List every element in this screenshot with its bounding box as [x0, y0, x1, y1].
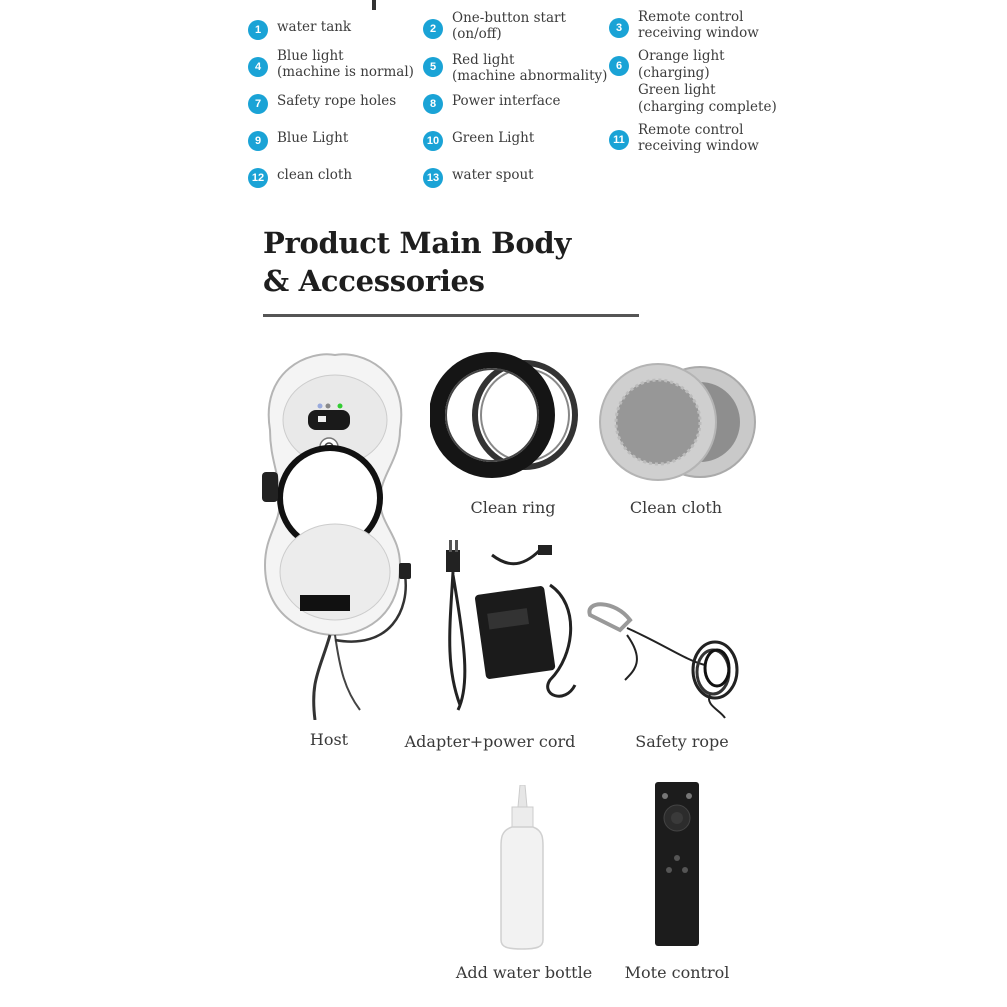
legend-item-3: [609, 9, 759, 41]
legend-item-6: [609, 48, 777, 116]
legend-label: Remote control receiving window: [638, 122, 759, 154]
clean-ring-icon: [430, 350, 580, 480]
legend-label: Remote control receiving window: [638, 9, 759, 41]
legend-item-12: [248, 167, 352, 188]
window-cleaning-robot-icon: [250, 350, 420, 720]
number-badge: 9: [248, 131, 268, 151]
legend-item-2: [423, 10, 566, 42]
number-badge: 10: [423, 131, 443, 151]
power-adapter-icon: [430, 535, 590, 715]
legend-item-4: [248, 48, 414, 80]
legend-label: Blue light (machine is normal): [277, 48, 414, 80]
legend-label: Red light (machine abnormality): [452, 52, 608, 84]
number-badge: 13: [423, 168, 443, 188]
legend-label: water spout: [452, 167, 534, 183]
legend-item-11: [609, 122, 759, 154]
number-badge: 8: [423, 94, 443, 114]
water-bottle-icon: [495, 785, 550, 950]
caption-clean-cloth: Clean cloth: [629, 498, 723, 517]
top-cable-fragment: [372, 0, 376, 10]
safety-rope-icon: [585, 600, 750, 720]
number-badge: 4: [248, 57, 268, 77]
caption-host: Host: [309, 730, 349, 749]
legend-item-10: [423, 130, 534, 151]
legend-item-9: [248, 130, 348, 151]
legend-item-1: [248, 19, 351, 40]
number-badge: 11: [609, 130, 629, 150]
number-badge: 2: [423, 19, 443, 39]
caption-water-bottle: Add water bottle: [455, 963, 593, 982]
legend-item-8: [423, 93, 560, 114]
legend-label: Blue Light: [277, 130, 349, 146]
number-badge: 12: [248, 168, 268, 188]
number-badge: 7: [248, 94, 268, 114]
number-badge: 3: [609, 18, 629, 38]
caption-remote: Mote control: [624, 963, 730, 982]
legend-label: Orange light (charging) Green light (charging complete): [638, 48, 777, 115]
number-badge: 6: [609, 56, 629, 76]
caption-clean-ring: Clean ring: [470, 498, 556, 517]
legend-item-5: [423, 52, 607, 84]
legend-label: clean cloth: [277, 167, 353, 183]
section-title: Product Main Body & Accessories: [263, 226, 571, 298]
legend-label: water tank: [277, 19, 352, 35]
legend-label: Safety rope holes: [277, 93, 397, 109]
remote-control-icon: [653, 780, 701, 948]
legend-label: Green Light: [452, 130, 535, 146]
clean-cloth-icon: [598, 360, 763, 490]
title-divider: [263, 314, 639, 317]
legend-item-7: [248, 93, 396, 114]
number-badge: 5: [423, 57, 443, 77]
caption-safety-rope: Safety rope: [635, 732, 729, 751]
legend-label: One-button start (on/off): [452, 10, 566, 42]
number-badge: 1: [248, 20, 268, 40]
legend-label: Power interface: [452, 93, 561, 109]
caption-adapter: Adapter+power cord: [404, 732, 576, 751]
legend-item-13: [423, 167, 534, 188]
